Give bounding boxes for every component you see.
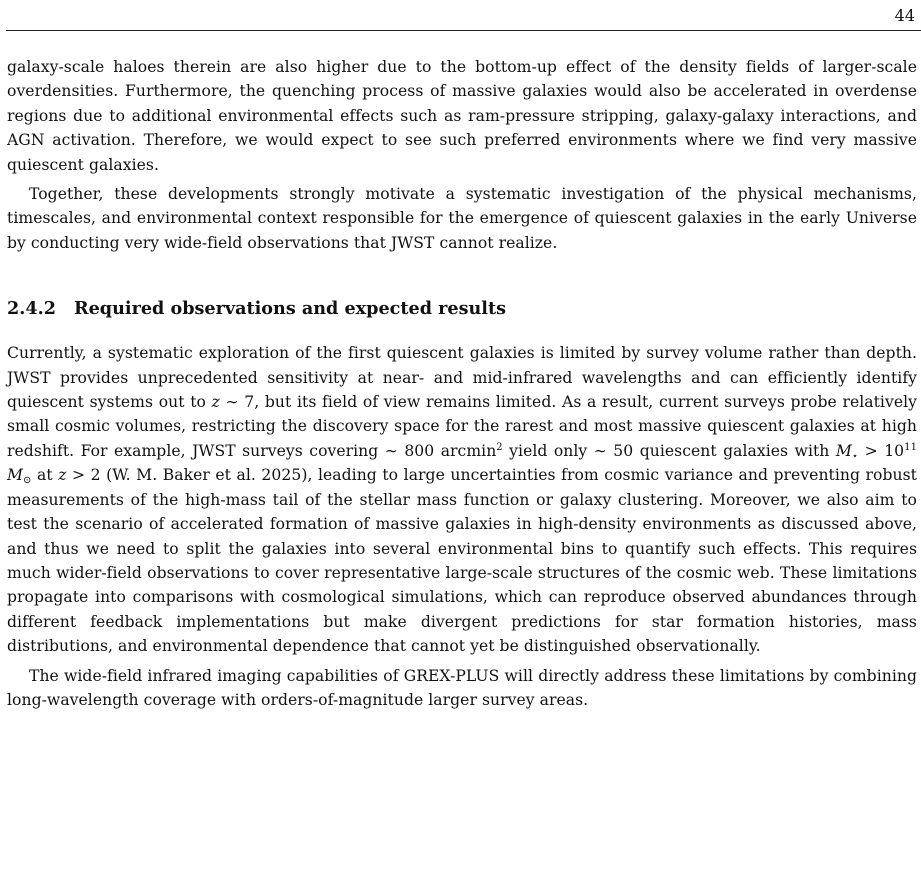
body-paragraph-3: Currently, a systematic exploration of the first quiescent galaxies is limited by survey volume rather than depth. JWST provides unprecedented sensitivity at near- and mid-infrared wavelengths and can efficiently identify quiescent systems out to z ∼ 7, but its field of view remains limited. As a result, current surveys probe relatively small cosmic volumes, restricting the discovery space for the rarest and most massive quiescent galaxies at high redshift. For example, JWST surveys covering ∼ 800 arcmin$^2$ yield only ∼ 50 quiescent galaxies with $M_⋆ > 10^{11}$ $M_⊙$ at z > 2 (W. M. Baker et al. 2025), leading to large uncertainties from cosmic variance and preventing robust measurements of the high-mass tail of the stellar mass function or galaxy clustering. Moreover, we also aim to test the scenario of accelerated formation of massive galaxies in high-density environments as discussed above, and thus we need to split the galaxies into several environmental bins to quantify such effects. This requires much wider-field observations to cover representative large-scale structures of the cosmic web. These limitations propagate into comparisons with cosmological simulations, which can reproduce observed abundances through different feedback implementations but make divergent predictions for star formation histories, mass distributions, and environmental dependence that cannot yet be distinguished observationally.: [7, 344, 917, 656]
page-body: [7, 55, 917, 712]
header-rule: [6, 30, 921, 31]
page-header: [0, 0, 921, 32]
page-number: 44: [894, 6, 915, 25]
section-number: 2.4.2: [7, 298, 56, 320]
body-paragraph-1: galaxy-scale haloes therein are also higher due to the bottom-up effect of the density fields of larger-scale overdensities. Furthermore, the quenching process of massive galaxies would also be accelerated in overdense regions due to additional environmental effects such as ram-pressure stripping, galaxy-galaxy interactions, and AGN activation. Therefore, we would expect to see such preferred environments where we find very massive quiescent galaxies.: [7, 58, 917, 174]
section-heading: [7, 297, 917, 321]
body-paragraph-4: The wide-field infrared imaging capabilities of GREX-PLUS will directly address these limitations by combining long-wavelength coverage with orders-of-magnitude larger survey areas.: [7, 666, 917, 709]
section-title: Required observations and expected results: [73, 298, 506, 320]
body-paragraph-2: Together, these developments strongly motivate a systematic investigation of the physical mechanisms, timescales, and environmental context responsible for the emergence of quiescent galaxies in the early Universe by conducting very wide-field observations that JWST cannot realize.: [7, 185, 917, 252]
